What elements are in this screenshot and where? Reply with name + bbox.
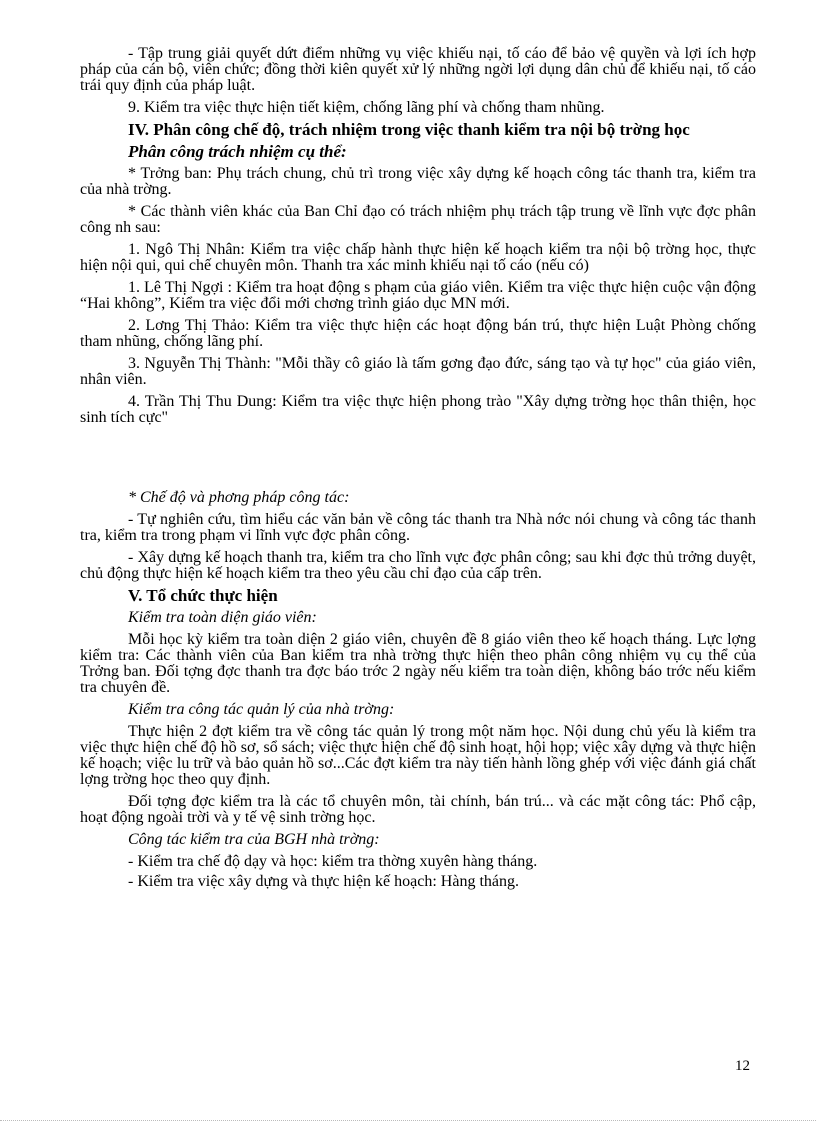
che-do-paragraph-1: - Tự nghiên cứu, tìm hiểu các văn bản về công tác thanh tra Nhà nớc nói chung và công tác thanh tra, kiểm tra trong phạm vi lĩnh vực đợc phân công.: [80, 511, 756, 544]
thanh-vien-paragraph: * Các thành viên khác của Ban Chỉ đạo có trách nhiệm phụ trách tập trung về lĩnh vực đợc phân công nh sau:: [80, 203, 756, 236]
list-item: - Kiểm tra chế độ dạy và học: kiểm tra thờng xuyên hàng tháng.: [128, 853, 538, 870]
footer-divider: [0, 1120, 816, 1121]
list-item: - Kiểm tra việc xây dựng và thực hiện kế hoạch: Hàng tháng.: [128, 873, 519, 890]
che-do-heading: * Chế độ và phơng pháp công tác:: [128, 489, 350, 506]
section-v-paragraph-3: Đối tợng đợc kiểm tra là các tổ chuyên môn, tài chính, bán trú... và các mặt công tác: Phổ cập, hoạt động ngoài trời và y tế vệ sinh trờng học.: [80, 793, 756, 826]
section-v-paragraph-1: Mỗi học kỳ kiểm tra toàn diện 2 giáo viên, chuyên đề 8 giáo viên theo kế hoạch tháng. Lực lợng kiểm tra: Các thành viên của Ban kiểm tra nhà trờng thực hiện theo phân công nhiệm vụ cụ thể của Trởng ban. Đối tợng đợc thanh tra đợc báo trớc 2 ngày nếu kiểm tra toàn diện, không báo trớc nếu kiểm tra chuyên đề.: [80, 631, 756, 696]
intro-paragraph-1: - Tập trung giải quyết dứt điểm những vụ việc khiếu nại, tố cáo để bảo vệ quyền và lợi ích hợp pháp của cán bộ, viên chức; đồng thời kiên quyết xử lý những ngời lợi dụng dân chủ để khiếu nại, tố cáo trái quy định của pháp luật.: [80, 45, 756, 94]
section-v-heading: V. Tổ chức thực hiện: [128, 586, 278, 605]
section-v-subheading-3: Công tác kiểm tra của BGH nhà trờng:: [128, 831, 380, 848]
truong-ban-paragraph: * Trởng ban: Phụ trách chung, chủ trì trong việc xây dựng kế hoạch công tác thanh tra, kiểm tra của nhà trờng.: [80, 165, 756, 198]
page-number: 12: [735, 1058, 750, 1074]
section-v-subheading-1: Kiểm tra toàn diện giáo viên:: [128, 609, 317, 626]
section-iv-heading: IV. Phân công chế độ, trách nhiệm trong việc thanh kiểm tra nội bộ trờng học: [128, 120, 690, 139]
member-paragraph: 4. Trần Thị Thu Dung: Kiểm tra việc thực hiện phong trào "Xây dựng trờng học thân thiện, học sinh tích cực": [80, 393, 756, 426]
member-paragraph: 1. Ngô Thị Nhân: Kiểm tra việc chấp hành thực hiện kế hoạch kiểm tra nội bộ trờng học, thực hiện nội qui, qui chế chuyên môn. Thanh tra xác minh khiếu nại tố cáo (nếu có): [80, 241, 756, 274]
member-paragraph: 3. Nguyễn Thị Thành: "Mỗi thầy cô giáo là tấm gơng đạo đức, sáng tạo và tự học" của giáo viên, nhân viên.: [80, 355, 756, 388]
section-v-paragraph-2: Thực hiện 2 đợt kiểm tra về công tác quản lý trong một năm học. Nội dung chủ yếu là kiểm tra việc thực hiện chế độ hồ sơ, sổ sách; việc thực hiện chế độ sinh hoạt, hội họp; việc xây dựng và thực hiện kế hoạch; việc lu trữ và bảo quản hồ sơ...Các đợt kiểm tra này tiến hành lồng ghép với việc đánh giá chất lợng trờng học theo quy định.: [80, 723, 756, 788]
member-paragraph: 2. Lơng Thị Thảo: Kiểm tra việc thực hiện các hoạt động bán trú, thực hiện Luật Phòng chống tham nhũng, chống lãng phí.: [80, 317, 756, 350]
page-content: [80, 46, 756, 894]
che-do-paragraph-2: - Xây dựng kế hoạch thanh tra, kiểm tra cho lĩnh vực đợc phân công; sau khi đợc thủ trởng duyệt, chủ động thực hiện kế hoạch kiểm tra theo yêu cầu chỉ đạo của cấp trên.: [80, 549, 756, 582]
blank-gap: [80, 432, 756, 490]
section-v-subheading-2: Kiểm tra công tác quản lý của nhà trờng:: [128, 701, 395, 718]
intro-paragraph-2: 9. Kiểm tra việc thực hiện tiết kiệm, chống lãng phí và chống tham nhũng.: [128, 99, 605, 116]
member-paragraph: 1. Lê Thị Ngợi : Kiểm tra hoạt động s phạm của giáo viên. Kiểm tra việc thực hiện cuộc vận động “Hai không”, Kiểm tra việc đổi mới chơng trình giáo dục MN mới.: [80, 279, 756, 312]
section-iv-subheading: Phân công trách nhiệm cụ thể:: [128, 142, 347, 161]
